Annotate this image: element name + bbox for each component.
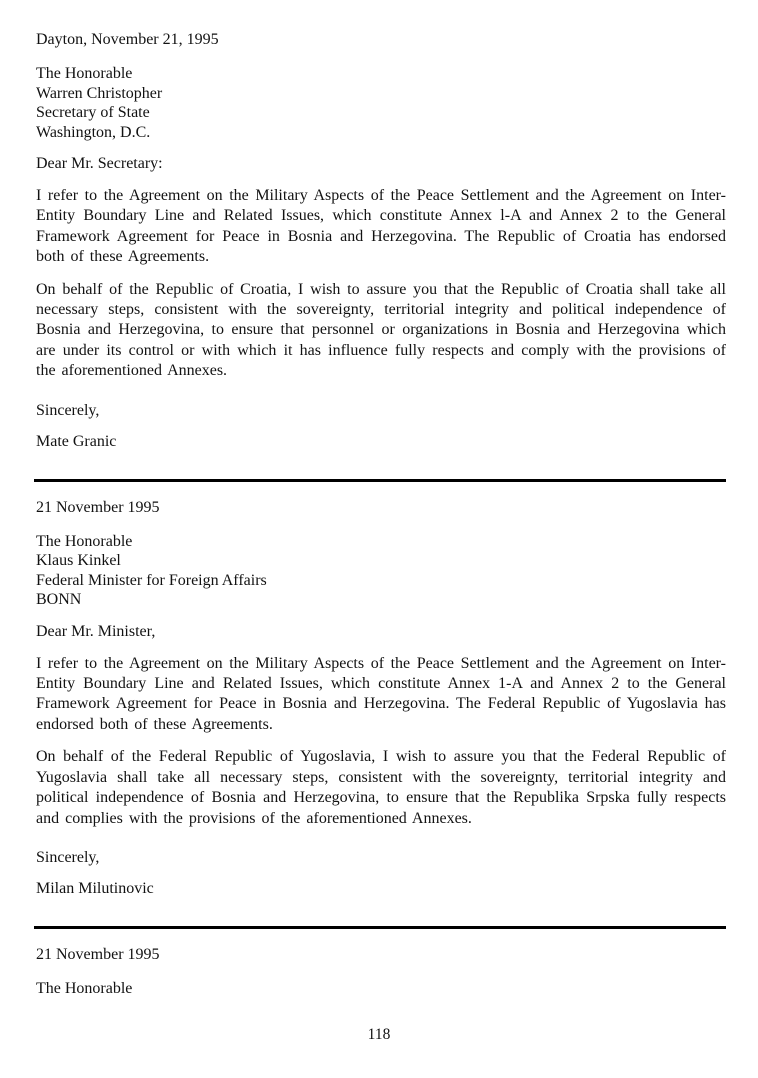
body-paragraph: I refer to the Agreement on the Military Aspects of the Peace Settlement and the Agreement on Inter-Entity Boundary Line and Related Issues, which constitute Annex l-A and Annex 2 to the General Framework Agreement for Peace in Bosnia and Herzegovina. The Republic of Croatia has endorsed both of these Agreements.: [36, 187, 726, 266]
address-line: Washington, D.C.: [36, 123, 151, 141]
section-divider: [34, 479, 726, 482]
signature-name: Mate Granic: [36, 432, 117, 450]
dateline: 21 November 1995: [36, 498, 160, 516]
body-paragraph: I refer to the Agreement on the Military Aspects of the Peace Settlement and the Agreement on Inter-Entity Boundary Line and Related Issues, which constitute Annex 1-A and Annex 2 to the General Framework Agreement for Peace in Bosnia and Herzegovina. The Federal Republic of Yugoslavia has endorsed both of these Agreements.: [36, 654, 726, 733]
salutation: Dear Mr. Secretary:: [36, 155, 163, 172]
dateline: Dayton, November 21, 1995: [36, 31, 219, 48]
body-paragraph: On behalf of the Federal Republic of Yugoslavia, I wish to assure you that the Federal Republic of Yugoslavia shall take all necessary steps, consistent with the sovereignty, territorial integrity and political independence of Bosnia and Herzegovina, to ensure that the Republika Srpska fully respects and complies with the provisions of the aforementioned Annexes.: [36, 748, 726, 827]
address-line: Federal Minister for Foreign Affairs: [36, 571, 267, 589]
closing: Sincerely,: [36, 848, 100, 866]
address-line: Warren Christopher: [36, 84, 163, 102]
recipient-address-block: [36, 64, 726, 142]
address-line: The Honorable: [36, 979, 133, 997]
address-line: The Honorable: [36, 532, 133, 550]
address-line: Klaus Kinkel: [36, 552, 121, 570]
letter-partial: [36, 945, 726, 999]
letter-croatia: [36, 30, 726, 452]
salutation: Dear Mr. Minister,: [36, 622, 156, 640]
signature-name: Milan Milutinovic: [36, 879, 154, 897]
letter-yugoslavia: [36, 498, 726, 899]
address-line: The Honorable: [36, 65, 133, 82]
section-divider: [34, 926, 726, 929]
recipient-address-block: [36, 979, 726, 999]
closing: Sincerely,: [36, 401, 100, 419]
dateline: 21 November 1995: [36, 945, 160, 963]
recipient-address-block: [36, 532, 726, 610]
address-line: Secretary of State: [36, 104, 150, 121]
body-paragraph: On behalf of the Republic of Croatia, I wish to assure you that the Republic of Croatia shall take all necessary steps, consistent with the sovereignty, territorial integrity and political independence of Bosnia and Herzegovina, to ensure that personnel or organizations in Bosnia and Herzegovina which are under its control or with which it has influence fully respects and comply with the provisions of the aforementioned Annexes.: [36, 280, 726, 380]
page-number: 118: [367, 1026, 391, 1043]
address-line: BONN: [36, 591, 82, 609]
